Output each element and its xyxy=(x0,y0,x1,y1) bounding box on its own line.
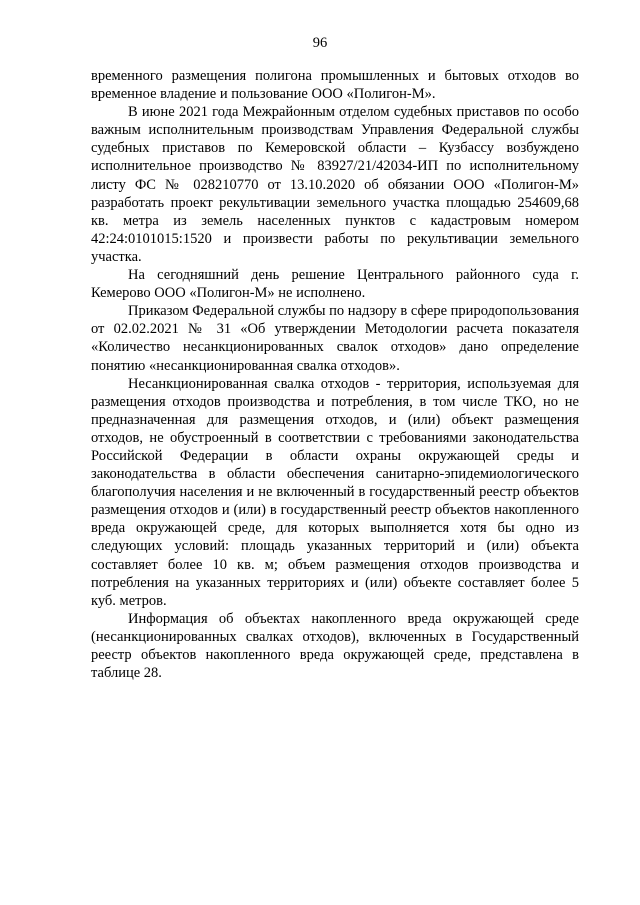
paragraph-court-decision-status: На сегодняшний день решение Центрального районного суда г. Кемерово ООО «Полигон-М» не исполнено. xyxy=(91,267,579,302)
paragraph-order-definition: Приказом Федеральной службы по надзору в сфере природопользования от 02.02.2021 № 31 «Об утверждении Методологии расчета показателя «Количество несанкционированных свалок отходов» дано определение понятию «несанкционированная свалка отходов». xyxy=(91,303,579,374)
paragraph-dump-definition: Несанкционированная свалка отходов - территория, используемая для размещения отходов производства и потребления, в том числе ТКО, но не предназначенная для размещения отходов, и (или) объект размещения отходов, не обустроенный в соответствии с требованиями законодательства Российской Федерации в области охраны окружающей среды и законодательства в области обеспечения санитарно-эпидемиологического благополучия населения и не включенный в государственный реестр объектов размещения отходов и (или) в государственный реестр объектов накопленного вреда окружающей среде, для которых выполняется хотя бы одно из следующих условий: площадь указанных территорий и (или) объекта составляет более 10 кв. м; объем размещения отходов производства и потребления на указанных территориях и (или) объекте составляет более 5 куб. метров. xyxy=(91,375,579,609)
paragraph-table-reference: Информация об объектах накопленного вреда окружающей среде (несанкционированных свалках отходов), включенных в Государственный реестр объектов накопленного вреда окружающей среде, представлена в таблице 28. xyxy=(91,610,579,682)
page-number: 96 xyxy=(312,35,328,51)
paragraph-enforcement-proceedings: В июне 2021 года Межрайонным отделом судебных приставов по особо важным исполнительным производствам Управления Федеральной службы судебных приставов по Кемеровской области – Кузбассу возбуждено исполнительное производство № 83927/21/42034-ИП по исполнительному листу ФС № 028210770 от 13.10.2020 об обязании ООО «Полигон-М» разработать проект рекультивации земельного участка площадью 254609,68 кв. метра из земель населенных пунктов с кадастровым номером 42:24:0101015:1520 и произвести работы по рекультивации земельного участка. xyxy=(91,104,579,265)
document-body xyxy=(91,67,579,682)
paragraph-continuation: временного размещения полигона промышленных и бытовых отходов во временное владение и пользование ООО «Полигон-М». xyxy=(91,68,579,103)
